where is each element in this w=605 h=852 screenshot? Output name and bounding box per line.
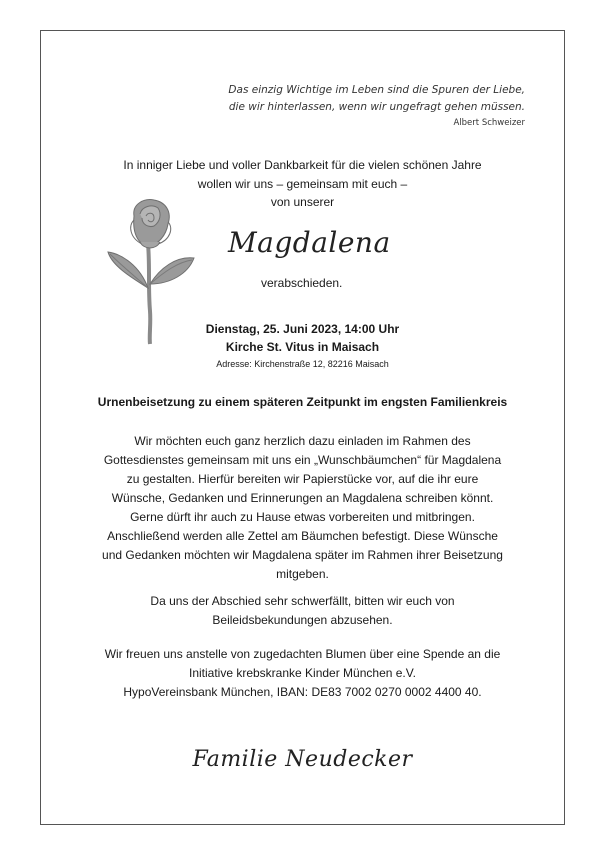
paragraph-line: Da uns der Abschied sehr schwerfällt, bitten wir euch von bbox=[150, 594, 455, 608]
intro-line-2: wollen wir uns – gemeinsam mit euch – bbox=[197, 176, 408, 191]
invitation-paragraph bbox=[40, 432, 565, 584]
event-date: Dienstag, 25. Juni 2023, 14:00 Uhr bbox=[205, 322, 400, 336]
donation-paragraph bbox=[40, 645, 565, 702]
paragraph-line: und Gedanken möchten wir Magdalena später im Rahmen ihrer Beisetzung bbox=[102, 548, 503, 562]
quote-block bbox=[228, 82, 525, 130]
farewell-text: verabschieden. bbox=[261, 276, 343, 290]
quote-author: Albert Schweizer bbox=[453, 118, 525, 128]
paragraph-line: Beileidsbekundungen abzusehen. bbox=[212, 613, 393, 627]
paragraph-line: HypoVereinsbank München, IBAN: DE83 7002 0270 0002 4400 40. bbox=[123, 685, 482, 699]
card-frame bbox=[40, 30, 565, 825]
paragraph-line: mitgeben. bbox=[276, 567, 329, 581]
quote-line-1: Das einzig Wichtige im Leben sind die Spuren der Liebe, bbox=[228, 84, 525, 96]
intro-line-3: von unserer bbox=[270, 195, 335, 209]
paragraph-line: Gottesdienstes gemeinsam mit uns ein „Wunschbäumchen“ für Magdalena bbox=[103, 453, 502, 467]
quote-line-2: die wir hinterlassen, wenn wir ungefragt gehen müssen. bbox=[228, 101, 525, 113]
paragraph-line: zu gestalten. Hierfür bereiten wir Papierstücke vor, auf die ihr eure bbox=[126, 472, 479, 486]
event-address: Adresse: Kirchenstraße 12, 82216 Maisach bbox=[216, 359, 389, 369]
paragraph-line: Anschließend werden alle Zettel am Bäumchen befestigt. Diese Wünsche bbox=[107, 529, 498, 543]
paragraph-line: Wir möchten euch ganz herzlich dazu einladen im Rahmen des bbox=[134, 434, 471, 448]
paragraph-line: Gerne dürft ihr auch zu Hause etwas vorbereiten und mitbringen. bbox=[130, 510, 475, 524]
intro-line-1: In inniger Liebe und voller Dankbarkeit für die vielen schönen Jahre bbox=[123, 158, 482, 172]
paragraph-line: Wünsche, Gedanken und Erinnerungen an Magdalena schreiben könnt. bbox=[111, 491, 494, 505]
burial-note: Urnenbeisetzung zu einem späteren Zeitpunkt im engsten Familienkreis bbox=[97, 395, 508, 409]
condolence-paragraph bbox=[40, 592, 565, 630]
event-church: Kirche St. Vitus in Maisach bbox=[225, 340, 380, 354]
paragraph-line: Wir freuen uns anstelle von zugedachten Blumen über eine Spende an die bbox=[104, 647, 501, 661]
paragraph-line: Initiative krebskranke Kinder München e.V. bbox=[188, 666, 416, 680]
deceased-name: Magdalena bbox=[228, 226, 391, 259]
family-signature: Familie Neudecker bbox=[192, 747, 413, 772]
